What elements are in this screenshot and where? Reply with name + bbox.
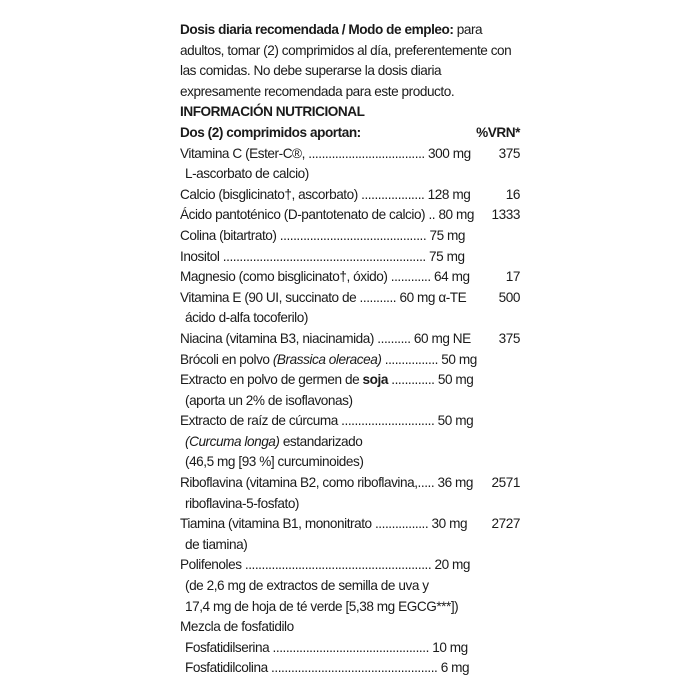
nutrient-vrn: 375	[498, 145, 520, 161]
nutrient-vrn: 375	[498, 330, 520, 346]
nutrient-name-amount: Polifenoles ........................................................ 20 mg	[180, 557, 471, 573]
nutrient-name: Extracto en polvo de germen de	[180, 372, 363, 388]
nutrient-vrn: 500	[498, 289, 520, 305]
nutrient-row	[180, 370, 520, 391]
nutrient-name-amount	[180, 370, 473, 391]
nutrient-subline: Fosfatidilserina ............................................... 10 mg	[185, 639, 468, 655]
nutrient-name: Brócoli en polvo	[180, 351, 273, 367]
nutrient-row	[180, 329, 520, 350]
allergen-name: soja	[362, 372, 388, 388]
nutrient-latin-name: (Brassica oleracea)	[272, 351, 382, 367]
nutrient-subline-italic: (Curcuma longa)	[185, 433, 280, 449]
nutrient-row	[180, 350, 520, 371]
dosage-instructions	[180, 20, 520, 102]
section-title: INFORMACIÓN NUTRICIONAL	[180, 104, 365, 120]
nutrient-name-amount: Magnesio (como bisglicinato†, óxido) ............ 64 mg	[180, 269, 470, 285]
nutrient-name-amount: Inositol ............................................................. 75 mg	[180, 248, 465, 264]
nutrient-vrn: 17	[505, 269, 520, 285]
dosage-heading: Dosis diaria recomendada / Modo de empleo:	[180, 22, 454, 37]
dosage-line2: adultos, tomar (2) comprimidos al día, preferentemente con	[180, 42, 512, 58]
nutrient-subline: riboflavina-5-fosfato)	[185, 495, 300, 511]
nutrient-name-amount: Tiamina (vitamina B1, mononitrato ................ 30 mg	[180, 516, 468, 532]
nutrient-row	[180, 555, 520, 576]
nutrient-vrn: 16	[505, 186, 520, 202]
nutrient-row	[180, 411, 520, 432]
nutrient-subline-text: estandarizado	[279, 433, 363, 449]
nutrient-name-amount	[180, 350, 477, 371]
nutrient-subline: (46,5 mg [93 %] curcuminoides)	[185, 454, 364, 470]
nutrient-subline: (aporta un 2% de isoflavonas)	[185, 392, 353, 408]
nutrient-subline: 17,4 mg de hoja de té verde [5,38 mg EGCG***])	[185, 598, 459, 614]
nutrient-row	[180, 205, 520, 226]
nutrient-name-amount: Calcio (bisglicinato†, ascorbato) ................... 128 mg	[180, 186, 471, 202]
nutrient-name-amount: Riboflavina (vitamina B2, como riboflavina,..... 36 mg	[180, 475, 474, 491]
nutrient-subline: Fosfatidilcolina .................................................. 6 mg	[185, 660, 470, 676]
nutrient-vrn: 2727	[491, 516, 520, 532]
nutrient-name-amount: Ácido pantoténico (D-pantotenato de calcio) .. 80 mg	[180, 207, 474, 223]
dosage-line1-rest: para	[453, 22, 483, 37]
nutrient-subline: L-ascorbato de calcio)	[185, 166, 309, 182]
nutrient-name-amount: Extracto de raíz de cúrcuma ............................ 50 mg	[180, 413, 474, 429]
nutrient-name-amount: Vitamina C (Ester-C®, ................................... 300 mg	[180, 145, 471, 161]
nutrient-row	[180, 185, 520, 206]
nutrient-name-amount: Niacina (vitamina B3, niacinamida) .......... 60 mg NE	[180, 330, 471, 346]
nutrient-vrn: 1333	[491, 207, 520, 223]
nutrient-amount: ................ 50 mg	[381, 351, 477, 367]
nutrient-subline: de tiamina)	[185, 536, 248, 552]
header-vrn: %VRN*	[476, 124, 520, 140]
nutrition-label	[180, 20, 520, 679]
nutrition-header	[180, 123, 520, 144]
nutrient-row	[180, 267, 520, 288]
dosage-line3: las comidas. No debe superarse la dosis diaria	[180, 63, 442, 79]
nutrient-subline	[180, 432, 520, 453]
nutrient-row	[180, 247, 520, 268]
nutrient-row	[180, 473, 520, 494]
nutrient-subline: (de 2,6 mg de extractos de semilla de uva y	[185, 578, 429, 594]
nutrient-list	[180, 144, 520, 679]
nutrient-name-amount: Mezcla de fosfatidilo	[180, 619, 294, 635]
nutrient-subline: ácido d-alfa tocoferilo)	[185, 310, 308, 326]
nutrient-name-amount: Vitamina E (90 UI, succinato de ........... 60 mg α-TE	[180, 289, 467, 305]
nutrient-row	[180, 226, 520, 247]
nutrient-vrn: 2571	[491, 475, 520, 491]
header-serving: Dos (2) comprimidos aportan:	[180, 124, 361, 140]
dosage-line4: expresamente recomendada para este producto.	[180, 83, 455, 99]
nutrient-row	[180, 514, 520, 535]
nutrient-amount: ............. 50 mg	[387, 372, 474, 388]
nutrient-row	[180, 617, 520, 638]
nutrient-row	[180, 144, 520, 165]
nutrient-row	[180, 288, 520, 309]
nutrient-name-amount: Colina (bitartrato) ............................................ 75 mg	[180, 227, 466, 243]
